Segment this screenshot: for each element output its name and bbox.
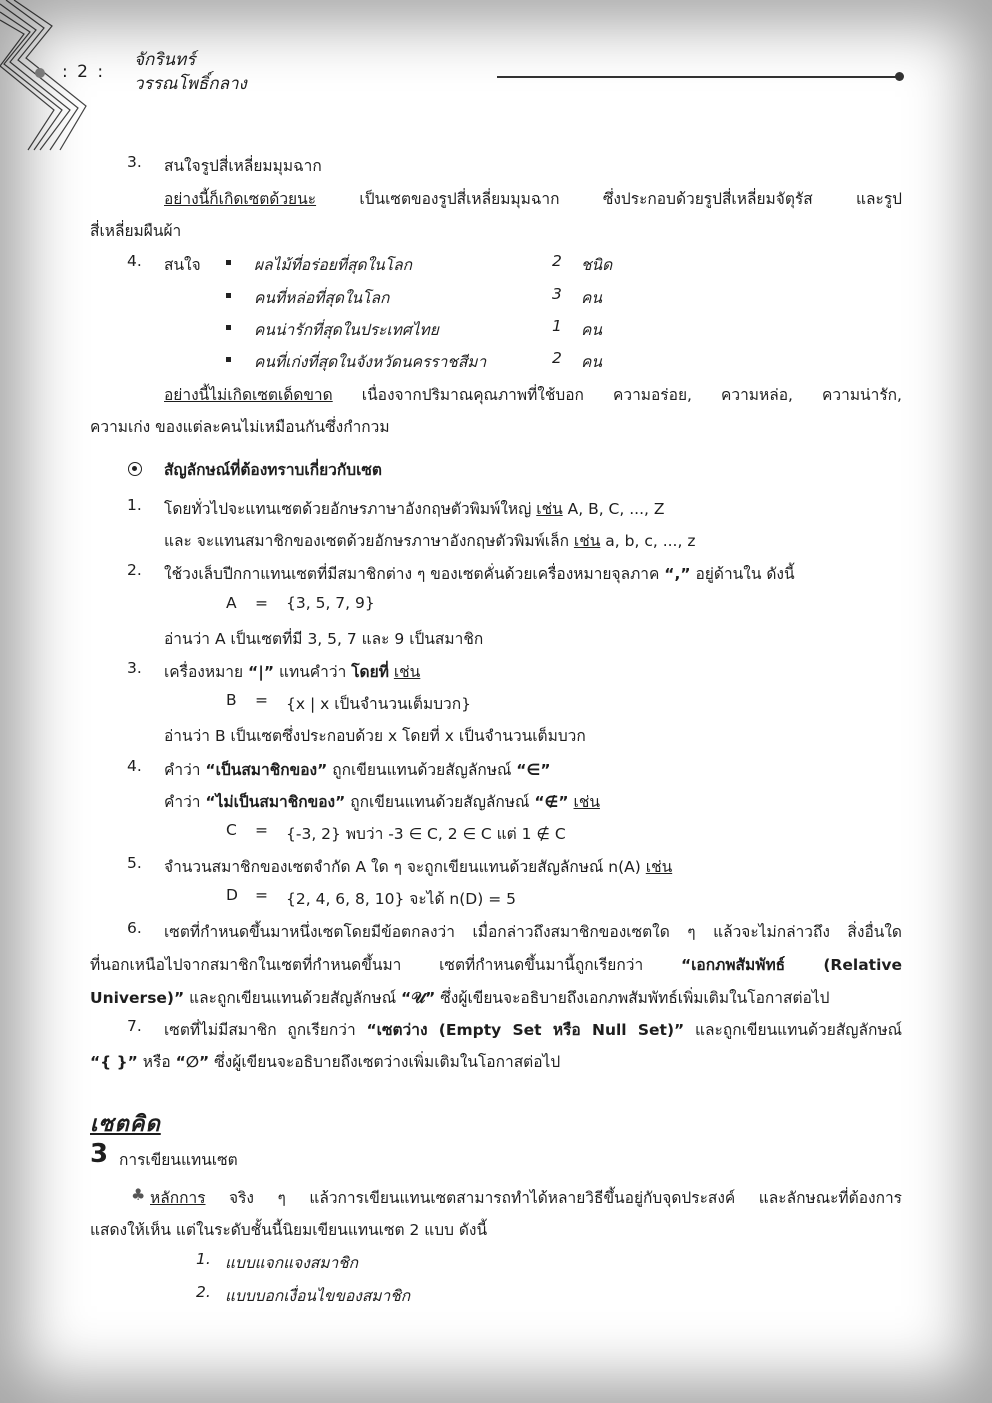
page-number: : 2 : [62,62,106,82]
s2-read: อ่านว่า A เป็นเซตที่มี 3, 5, 7 และ 9 เป็นสมาชิก [164,630,484,648]
s1-num: 1. [127,496,142,514]
bullet-icon [226,260,231,265]
s4-text: คำว่า “เป็นสมาชิกของ” ถูกเขียนแทนด้วยสัญลักษณ์ “∈” [164,761,551,779]
item4-row-name: คนที่หล่อที่สุดในโลก [254,289,390,307]
method-num: 1. [196,1250,211,1268]
s6-text-cont2: Universe)” และถูกเขียนแทนด้วยสัญลักษณ์ “𝒰” ซึ่งผู้เขียนจะอธิบายถึงเอกภพสัมพัทธ์เพิ่มเติมในโอกาสต่อไป [90,989,830,1007]
section-number: 3 [90,1139,109,1169]
item4-desc-cont: ความเก่ง ของแต่ละคนไม่เหมือนกันซึ่งกำกวม [90,418,390,436]
item4-row-count: 2 [552,349,562,367]
s5-eq-rhs: {2, 4, 6, 8, 10} จะได้ n(D) = 5 [286,890,516,908]
s2-eq-sign: = [255,594,268,612]
principle-text-cont: แสดงให้เห็น แต่ในระดับชั้นนี้นิยมเขียนแทนเซต 2 แบบ ดังนี้ [90,1221,488,1239]
s2-eq-rhs: {3, 5, 7, 9} [286,594,375,612]
s5-num: 5. [127,854,142,872]
item4-row-name: ผลไม้ที่อร่อยที่สุดในโลก [254,256,412,274]
s2-num: 2. [127,561,142,579]
item3-desc: อย่างนี้ก็เกิดเซตด้วยนะ เป็นเซตของรูปสี่เหลี่ยมมุมฉาก ซึ่งประกอบด้วยรูปสี่เหลี่ยมจัตุรัส และรูป [164,190,902,208]
bullet-icon [226,325,231,330]
item4-row-unit: ชนิด [581,256,613,274]
s1-text: โดยทั่วไปจะแทนเซตด้วยอักษรภาษาอังกฤษตัวพิมพ์ใหญ่ เช่น A, B, C, ..., Z [164,500,665,518]
s7-num: 7. [127,1017,142,1035]
item3-text: สนใจรูปสี่เหลี่ยมมุมฉาก [164,157,322,175]
bullet-icon [226,357,231,362]
s3-num: 3. [127,659,142,677]
item4-num: 4. [127,252,142,270]
s3-eq-rhs: {x | x เป็นจำนวนเต็มบวก} [286,695,471,713]
item3-num: 3. [127,153,142,171]
s4-num: 4. [127,757,142,775]
item4-row-count: 2 [552,252,562,270]
s5-text: จำนวนสมาชิกของเซตจำกัด A ใด ๆ จะถูกเขียนแทนด้วยสัญลักษณ์ n(A) เช่น [164,858,673,876]
s3-eq-lhs: B [226,691,237,709]
bullet-icon [226,293,231,298]
symbols-heading: สัญลักษณ์ที่ต้องทราบเกี่ยวกับเซต [164,461,382,479]
section-title: เซตคิด [90,1112,161,1137]
target-bullet-icon [128,462,142,476]
principle-text: หลักการ จริง ๆ แล้วการเขียนแทนเซตสามารถทำได้หลายวิธีขึ้นอยู่กับจุดประสงค์ และลักษณะที่ต้องการ [150,1189,902,1207]
s2-text: ใช้วงเล็บปีกกาแทนเซตที่มีสมาชิกต่าง ๆ ของเซตคั่นด้วยเครื่องหมายจุลภาค “,” อยู่ด้านใน ดังนี้ [164,565,795,583]
s7-text-cont: “{ }” หรือ “∅” ซึ่งผู้เขียนจะอธิบายถึงเซตว่างเพิ่มเติมในโอกาสต่อไป [90,1053,561,1071]
s6-text-cont: ที่นอกเหนือไปจากสมาชิกในเซตที่กำหนดขึ้นมา เซตที่กำหนดขึ้นมานี้ถูกเรียกว่า “เอกภพสัมพัทธ์ (Relative [90,956,902,974]
club-icon: ♣ [131,1185,146,1204]
s2-eq-lhs: A [226,594,237,612]
s5-eq-lhs: D [226,886,238,904]
section-subtitle: การเขียนแทนเซต [119,1151,238,1169]
header-rule [497,76,898,78]
item4-row-name: คนที่เก่งที่สุดในจังหวัดนครราชสีมา [254,353,487,371]
header-rule-dot [895,72,904,81]
method-text: แบบบอกเงื่อนไขของสมาชิก [225,1287,411,1305]
method-text: แบบแจกแจงสมาชิก [225,1254,359,1272]
s4-eq-rhs: {-3, 2} พบว่า -3 ∈ C, 2 ∈ C แต่ 1 ∉ C [286,825,566,843]
s6-text: เซตที่กำหนดขึ้นมาหนึ่งเซตโดยมีข้อตกลงว่า เมื่อกล่าวถึงสมาชิกของเซตใด ๆ แล้วจะไม่กล่าวถึง สิ่งอื่นใด [164,923,902,941]
s4-eq-sign: = [255,821,268,839]
item3-desc-cont: สี่เหลี่ยมผืนผ้า [90,222,182,240]
item4-row-name: คนน่ารักที่สุดในประเทศไทย [254,321,439,339]
s3-eq-sign: = [255,691,268,709]
star-icon [35,68,45,78]
s4-text-cont: คำว่า “ไม่เป็นสมาชิกของ” ถูกเขียนแทนด้วยสัญลักษณ์ “∉” เช่น [164,793,600,811]
s7-text: เซตที่ไม่มีสมาชิก ถูกเรียกว่า “เซตว่าง (Empty Set หรือ Null Set)” และถูกเขียนแทนด้วยสัญลักษณ์ [164,1021,902,1039]
s3-read: อ่านว่า B เป็นเซตซึ่งประกอบด้วย x โดยที่ x เป็นจำนวนเต็มบวก [164,727,586,745]
item4-desc: อย่างนี้ไม่เกิดเซตเด็ดขาด เนื่องจากปริมาณคุณภาพที่ใช้บอก ความอร่อย, ความหล่อ, ความน่ารัก, [164,386,902,404]
method-num: 2. [196,1283,211,1301]
author-name: จักรินทร์ วรรณโพธิ์กลาง [134,50,247,94]
s4-eq-lhs: C [226,821,237,839]
item4-row-count: 3 [552,285,562,303]
item4-row-unit: คน [581,289,602,307]
item4-row-count: 1 [552,317,562,335]
s5-eq-sign: = [255,886,268,904]
item4-label: สนใจ [164,256,201,274]
s6-num: 6. [127,919,142,937]
s3-text: เครื่องหมาย “|” แทนคำว่า โดยที่ เช่น [164,663,421,681]
item4-row-unit: คน [581,353,602,371]
s1-text-cont: และ จะแทนสมาชิกของเซตด้วยอักษรภาษาอังกฤษตัวพิมพ์เล็ก เช่น a, b, c, ..., z [164,532,696,550]
item4-row-unit: คน [581,321,602,339]
